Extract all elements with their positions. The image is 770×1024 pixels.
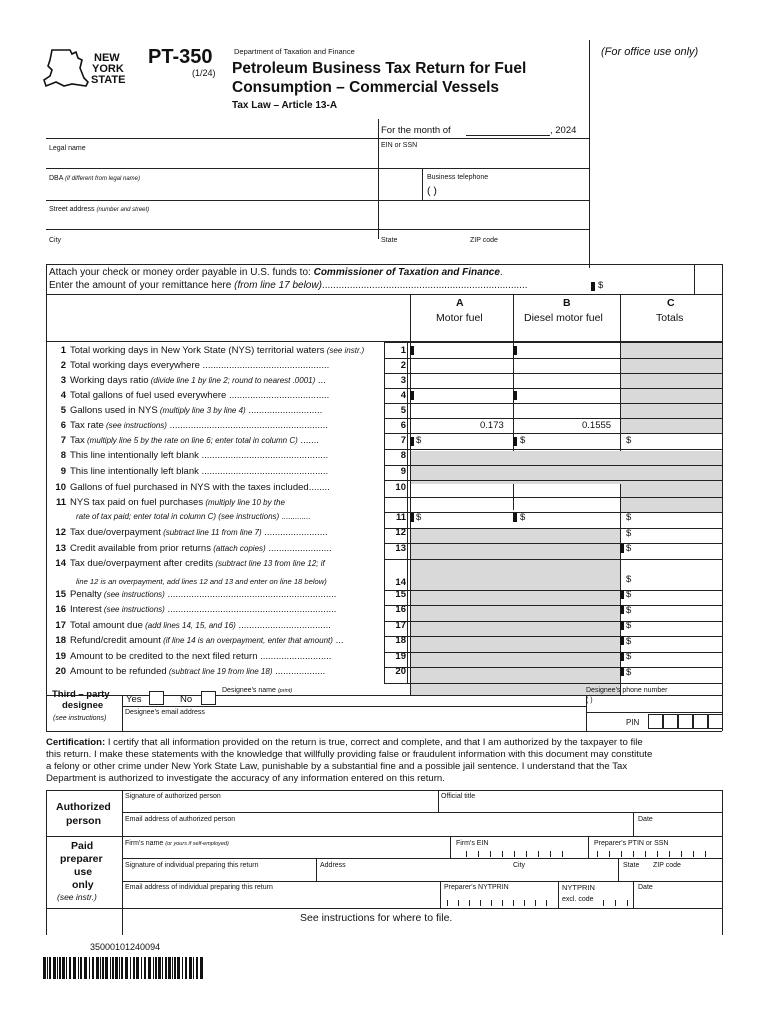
line-15-box-number: 15 [395, 589, 406, 600]
preparer-note: (see instr.) [57, 892, 97, 902]
line-2-text: Total working days everywhere [70, 361, 200, 371]
column-b-name: Diesel motor fuel [524, 312, 603, 324]
line-6-box-number: 6 [400, 420, 406, 431]
designee-email-label: Designee's email address [125, 709, 205, 716]
line-6-note: (see instructions) [103, 421, 167, 430]
preparer-date-field[interactable] [634, 882, 722, 908]
line-1-note: (see instr.) [324, 346, 365, 355]
preparer-nytprin-label: Preparer's NYTPRIN [444, 884, 509, 891]
line-14-box-number: 14 [395, 577, 406, 588]
firm-name-field[interactable] [123, 837, 450, 858]
line-4-text: Total gallons of fuel used everywhere [70, 391, 227, 401]
preparer-title-paid: Paid [71, 840, 94, 852]
dollar-sign: $ [626, 605, 632, 616]
line-4-dots: ...................................... [226, 391, 330, 401]
dollar-sign: $ [626, 574, 632, 585]
preparer-nytprin-field[interactable] [441, 882, 558, 908]
line-3-note: (divide line 1 by line 2; round to nearest .0001) [148, 376, 316, 385]
authorized-title1: Authorized [56, 801, 111, 813]
line-11-label [48, 498, 381, 508]
line-7-label [48, 436, 381, 446]
pin-digit-4[interactable] [693, 714, 708, 729]
designee-name-label: Designee's name (print) [222, 687, 293, 694]
line-19-total-field[interactable] [621, 649, 722, 664]
line-16-text: Interest [70, 605, 102, 615]
month-label: For the month of [381, 125, 451, 136]
tax-rate-motor-fuel: 0.173 [480, 420, 504, 431]
preparer-zip-label: ZIP code [653, 862, 681, 869]
line-14-continuation: line 12 is an overpayment, add lines 12 and 13 and enter on line 18 below) [76, 577, 327, 586]
preparer-title-only: only [72, 879, 94, 891]
line-2-number: 2 [60, 361, 66, 371]
authorized-date-field[interactable] [634, 813, 722, 836]
preparer-signature-label: Signature of individual preparing this return [125, 862, 259, 869]
dollar-sign: $ [520, 435, 526, 446]
line-16-dots: ................................................................ [164, 605, 337, 615]
line-1-motor-fuel-field[interactable] [411, 343, 513, 358]
line-11-diesel-field[interactable] [514, 495, 620, 510]
line-18-dots: ... [332, 636, 344, 646]
line-16-note: (see instructions) [101, 605, 165, 614]
column-b-letter: B [563, 297, 571, 309]
firm-name-label: Firm's name (or yours if self-employed) [125, 840, 229, 847]
dollar-sign: $ [626, 543, 632, 554]
dollar-sign: $ [626, 651, 632, 662]
street-address-field[interactable] [46, 201, 589, 228]
line-1-text: Total working days in New York State (NYS) territorial waters [70, 346, 325, 356]
line-4-number: 4 [60, 391, 66, 401]
preparer-state-zip-field[interactable] [619, 859, 722, 881]
line-10-box-number: 10 [395, 482, 406, 493]
preparer-state-label: State [623, 862, 640, 869]
barcode-icon [43, 957, 203, 979]
legal-name-field[interactable] [46, 139, 378, 167]
line-11-number: 11 [55, 498, 66, 508]
line-17-number: 17 [55, 621, 66, 631]
line-18-note: (if line 14 is an overpayment, enter that amount) [160, 636, 333, 645]
line-17-label [48, 621, 381, 631]
line-4-label [48, 391, 381, 401]
third-party-title1: Third – party [52, 689, 110, 700]
line-10-label [48, 483, 381, 493]
line-4-motor-fuel-field[interactable] [411, 388, 513, 403]
line-14-label [48, 559, 381, 569]
designee-no-label: No [180, 694, 193, 705]
line-17-box-number: 17 [395, 620, 406, 631]
dollar-sign: $ [626, 435, 632, 446]
line-7-total-field[interactable] [621, 433, 722, 448]
line-11-box-number: 11 [395, 512, 406, 523]
designee-yes-checkbox[interactable] [149, 691, 164, 705]
line-18-label [48, 636, 381, 646]
column-c-name: Totals [656, 312, 684, 324]
dollar-sign: $ [626, 512, 632, 523]
line-11-cont-text: rate of tax paid; enter total in column C) (see instructions) [76, 512, 280, 521]
line-5-number: 5 [60, 406, 66, 416]
line-18-text: Refund/credit amount [70, 636, 161, 646]
line-2-diesel-field[interactable] [514, 358, 620, 373]
line-19-label [48, 652, 381, 662]
nytprin-excl-label: NYTPRIN [562, 883, 595, 892]
firm-ein-field[interactable] [451, 837, 588, 858]
legal-name-label: Legal name [49, 145, 86, 152]
line-14-text: Tax due/overpayment after credits [70, 559, 214, 569]
preparer-title-preparer: preparer [60, 853, 103, 865]
preparer-ptin-label: Preparer's PTIN or SSN [594, 840, 669, 847]
form-number: PT-350 [148, 46, 213, 68]
official-title-field[interactable] [439, 791, 722, 812]
line-3-diesel-field[interactable] [514, 373, 620, 388]
line-5-box-number: 5 [400, 405, 406, 416]
line-20-note: (subtract line 19 from line 18) [166, 667, 273, 676]
designee-pin-label: PIN [626, 718, 640, 727]
preparer-city-label: City [513, 862, 526, 869]
line-16-total-field[interactable] [621, 602, 722, 617]
line-11-cont-dots: ............. [279, 512, 311, 521]
line-10-number: 10 [55, 483, 66, 493]
preparer-signature-field[interactable] [123, 859, 316, 881]
third-party-title2: designee [62, 700, 104, 711]
official-title-label: Official title [441, 793, 476, 800]
line-2-motor-fuel-field[interactable] [411, 358, 513, 373]
column-c-letter: C [667, 297, 675, 309]
line-17-dots: ................................... [235, 621, 331, 631]
line-20-label [48, 667, 381, 677]
line-3-label [48, 376, 381, 386]
line-5-note: (multiply line 3 by line 4) [157, 406, 246, 415]
line-7-motor-fuel-field[interactable] [411, 433, 513, 448]
line-13-number: 13 [55, 544, 66, 554]
line-8-number: 8 [60, 451, 66, 461]
line-8-label [48, 451, 381, 461]
authorized-email-field[interactable] [123, 813, 633, 836]
line-10-diesel-field[interactable] [514, 480, 620, 495]
preparer-title-use: use [74, 866, 93, 878]
line-19-dots: ........................... [257, 652, 332, 662]
line-9-text: This line intentionally left blank [70, 467, 199, 477]
preparer-date-label: Date [638, 884, 653, 891]
city-field[interactable] [46, 230, 378, 263]
line-20-dots: ................... [272, 667, 326, 677]
form-revision: (1/24) [192, 68, 216, 78]
preparer-email-field[interactable] [123, 882, 440, 908]
ein-field[interactable] [379, 139, 589, 167]
pin-digit-1[interactable] [648, 714, 663, 729]
remittance-line2: Enter the amount of your remittance here (from line 17 below).......................................................................... [49, 280, 528, 291]
line-2-label [48, 361, 381, 371]
dollar-sign: $ [626, 528, 632, 539]
line-9-dots: ................................................ [198, 467, 329, 477]
line-11-total-field[interactable] [621, 495, 722, 510]
line-9-number: 9 [60, 467, 66, 477]
line-14-number: 14 [55, 559, 66, 569]
dba-label: DBA (if different from legal name) [49, 175, 140, 182]
line-12-text: Tax due/overpayment [70, 528, 161, 538]
dollar-sign: $ [626, 667, 632, 678]
line-13-note: (attach copies) [210, 544, 266, 553]
line-1-number: 1 [60, 346, 66, 356]
designee-phone-field[interactable]: ( ) [586, 697, 593, 704]
designee-phone-label: Designee's phone number [586, 687, 668, 694]
designee-no-checkbox[interactable] [201, 691, 216, 705]
nytprin-excl-code-label: excl. code [562, 896, 594, 903]
authorized-signature-field[interactable] [123, 791, 438, 812]
line-9-label [48, 467, 381, 477]
preparer-address-label: Address [320, 862, 346, 869]
line-19-number: 19 [55, 652, 66, 662]
line-5-diesel-field[interactable] [514, 403, 620, 418]
line-15-note: (see instructions) [101, 590, 165, 599]
line-13-dots: ........................ [265, 544, 332, 554]
line-20-text: Amount to be refunded [70, 667, 167, 677]
line-13-box-number: 13 [395, 543, 406, 554]
line-1-box-number: 1 [400, 345, 406, 356]
authorized-title2: person [66, 815, 102, 827]
dollar-sign: $ [626, 636, 632, 647]
remittance-line1: Attach your check or money order payable in U.S. funds to: Commissioner of Taxation and Finance. [49, 267, 503, 278]
line-6-dots: ............................................................ [166, 421, 328, 431]
line-15-dots: ................................................................ [164, 590, 337, 600]
month-input[interactable] [466, 135, 550, 136]
pin-digit-2[interactable] [663, 714, 678, 729]
remittance-amount-field[interactable] [596, 264, 694, 294]
line-8-text: This line intentionally left blank [70, 451, 199, 461]
line-19-text: Amount to be credited to the next filed return [70, 652, 258, 662]
firm-ein-label: Firm's EIN [456, 840, 489, 847]
designee-yes-label: Yes [126, 694, 142, 705]
preparer-address-field[interactable] [317, 859, 618, 881]
zip-code-label: ZIP code [470, 237, 498, 244]
authorized-date-label: Date [638, 816, 653, 823]
line-5-dots: ............................ [245, 406, 323, 416]
pin-digit-5[interactable] [708, 714, 723, 729]
barcode-number: 35000101240094 [90, 942, 161, 952]
line-1-label [48, 346, 381, 356]
preparer-email-label: Email address of individual preparing this return [125, 884, 273, 891]
line-20-number: 20 [55, 667, 66, 677]
line-12-label [48, 528, 381, 538]
business-telephone-field[interactable]: ( ) [427, 185, 437, 197]
form-title-line1: Petroleum Business Tax Return for Fuel [232, 60, 527, 77]
line-7-number: 7 [60, 436, 66, 446]
line-7-note: (multiply line 5 by the rate on line 6; enter total in column C) [84, 436, 298, 445]
line-5-text: Gallons used in NYS [70, 406, 158, 416]
dba-field[interactable] [46, 169, 422, 199]
line-16-box-number: 16 [395, 604, 406, 615]
state-label: State [381, 237, 398, 244]
dollar-sign: $ [626, 589, 632, 600]
line-7-box-number: 7 [400, 435, 406, 446]
street-address-label: Street address (number and street) [49, 206, 150, 213]
line-11-motor-fuel-field[interactable] [411, 495, 513, 510]
line-8-dots: ................................................ [198, 451, 329, 461]
line-16-label [48, 605, 381, 615]
line-13-label [48, 544, 381, 554]
line-17-note: (add lines 14, 15, and 16) [142, 621, 236, 630]
authorized-email-label: Email address of authorized person [125, 816, 236, 823]
line-8-box-number: 8 [400, 450, 406, 461]
line-15-text: Penalty [70, 590, 102, 600]
certification-line2: this return. I make these statements with the knowledge that willfully providing false or fraudulent information with this document may constitute [46, 749, 653, 760]
line-9-box-number: 9 [400, 466, 406, 477]
line-4-box-number: 4 [400, 390, 406, 401]
where-to-file-note: See instructions for where to file. [300, 912, 453, 924]
line-17-text: Total amount due [70, 621, 143, 631]
line-7-dots: ....... [297, 436, 319, 446]
column-a-name: Motor fuel [436, 312, 483, 324]
city-label: City [49, 237, 62, 244]
line-14-note: (subtract line 13 from line 12; if [213, 559, 325, 568]
line-16-number: 16 [55, 605, 66, 615]
line-3-number: 3 [60, 376, 66, 386]
line-12-number: 12 [55, 528, 66, 538]
line-10-motor-fuel-field[interactable] [411, 480, 513, 495]
dollar-sign: $ [416, 512, 422, 523]
line-2-box-number: 2 [400, 360, 406, 371]
certification-line4: Department is authorized to investigate the accuracy of any information entered on this return. [46, 773, 445, 784]
line-5-label [48, 406, 381, 416]
designee-name-field[interactable] [220, 686, 586, 706]
line-12-total-field[interactable] [621, 525, 722, 540]
tax-rate-diesel: 0.1555 [582, 420, 612, 431]
line-12-box-number: 12 [395, 527, 406, 538]
line-15-number: 15 [55, 590, 66, 600]
line-2-dots: ................................................ [199, 361, 330, 371]
line-5-motor-fuel-field[interactable] [411, 403, 513, 418]
logo-text-york: YORK [92, 63, 124, 75]
dollar-sign: $ [626, 620, 632, 631]
line-6-text: Tax rate [70, 421, 104, 431]
logo-text-state: STATE [91, 74, 126, 86]
line-12-dots: ........................ [261, 528, 328, 538]
remittance-dollar: $ [598, 280, 604, 291]
ein-label: EIN or SSN [381, 142, 418, 149]
line-18-number: 18 [55, 636, 66, 646]
line-11-note: (multiply line 10 by the [203, 498, 285, 507]
line-11-continuation [76, 513, 310, 521]
column-a-letter: A [456, 297, 464, 309]
state-logo [42, 48, 137, 90]
form-subtitle: Tax Law – Article 13-A [232, 100, 338, 111]
certification-line1: Certification: I certify that all information provided on the return is true, correct and complete, and that I am authorized by the taxpayer to file [46, 737, 643, 748]
certification-line3: a felony or other crime under New York State Law, punishable by a substantial fine and a possible jail sentence. I understand that the Tax [46, 761, 628, 772]
nytprin-excl-code-field[interactable] [559, 882, 633, 908]
line-3-dots: ... [315, 376, 326, 386]
line-19-box-number: 19 [395, 651, 406, 662]
year-label: , 2024 [550, 125, 577, 136]
line-18-total-field[interactable] [621, 633, 722, 648]
dollar-sign: $ [520, 512, 526, 523]
line-14-total-field[interactable] [621, 556, 722, 571]
line-13-total-field[interactable] [621, 541, 722, 556]
line-4-diesel-field[interactable] [514, 388, 620, 403]
line-7-diesel-field[interactable] [514, 433, 620, 448]
logo-text-new: NEW [94, 52, 120, 64]
line-20-total-field[interactable] [621, 664, 722, 679]
line-18-box-number: 18 [395, 635, 406, 646]
office-use-label: (For office use only) [601, 46, 699, 58]
line-1-diesel-field[interactable] [514, 343, 620, 358]
line-6-number: 6 [60, 421, 66, 431]
line-10-text: Gallons of fuel purchased in NYS with the taxes included [70, 483, 309, 493]
third-party-note: (see instructions) [53, 715, 107, 722]
line-13-text: Credit available from prior returns [70, 544, 211, 554]
line-7-text: Tax [70, 436, 85, 446]
line-17-total-field[interactable] [621, 618, 722, 633]
line-20-box-number: 20 [395, 666, 406, 677]
line-3-box-number: 3 [400, 375, 406, 386]
form-title-line2: Consumption – Commercial Vessels [232, 79, 500, 96]
department-name: Department of Taxation and Finance [234, 47, 355, 56]
line-11-text: NYS tax paid on fuel purchases [70, 498, 204, 508]
business-telephone-label: Business telephone [427, 174, 489, 181]
line-12-note: (subtract line 11 from line 7) [160, 528, 262, 537]
line-3-text: Working days ratio [70, 376, 149, 386]
pin-digit-3[interactable] [678, 714, 693, 729]
dollar-sign: $ [416, 435, 422, 446]
line-15-label [48, 590, 381, 600]
authorized-signature-label: Signature of authorized person [125, 793, 221, 800]
designee-email-field[interactable] [123, 707, 586, 731]
line-6-label [48, 421, 381, 431]
line-10-dots: ........ [308, 483, 330, 493]
line-15-total-field[interactable] [621, 587, 722, 602]
line-3-motor-fuel-field[interactable] [411, 373, 513, 388]
